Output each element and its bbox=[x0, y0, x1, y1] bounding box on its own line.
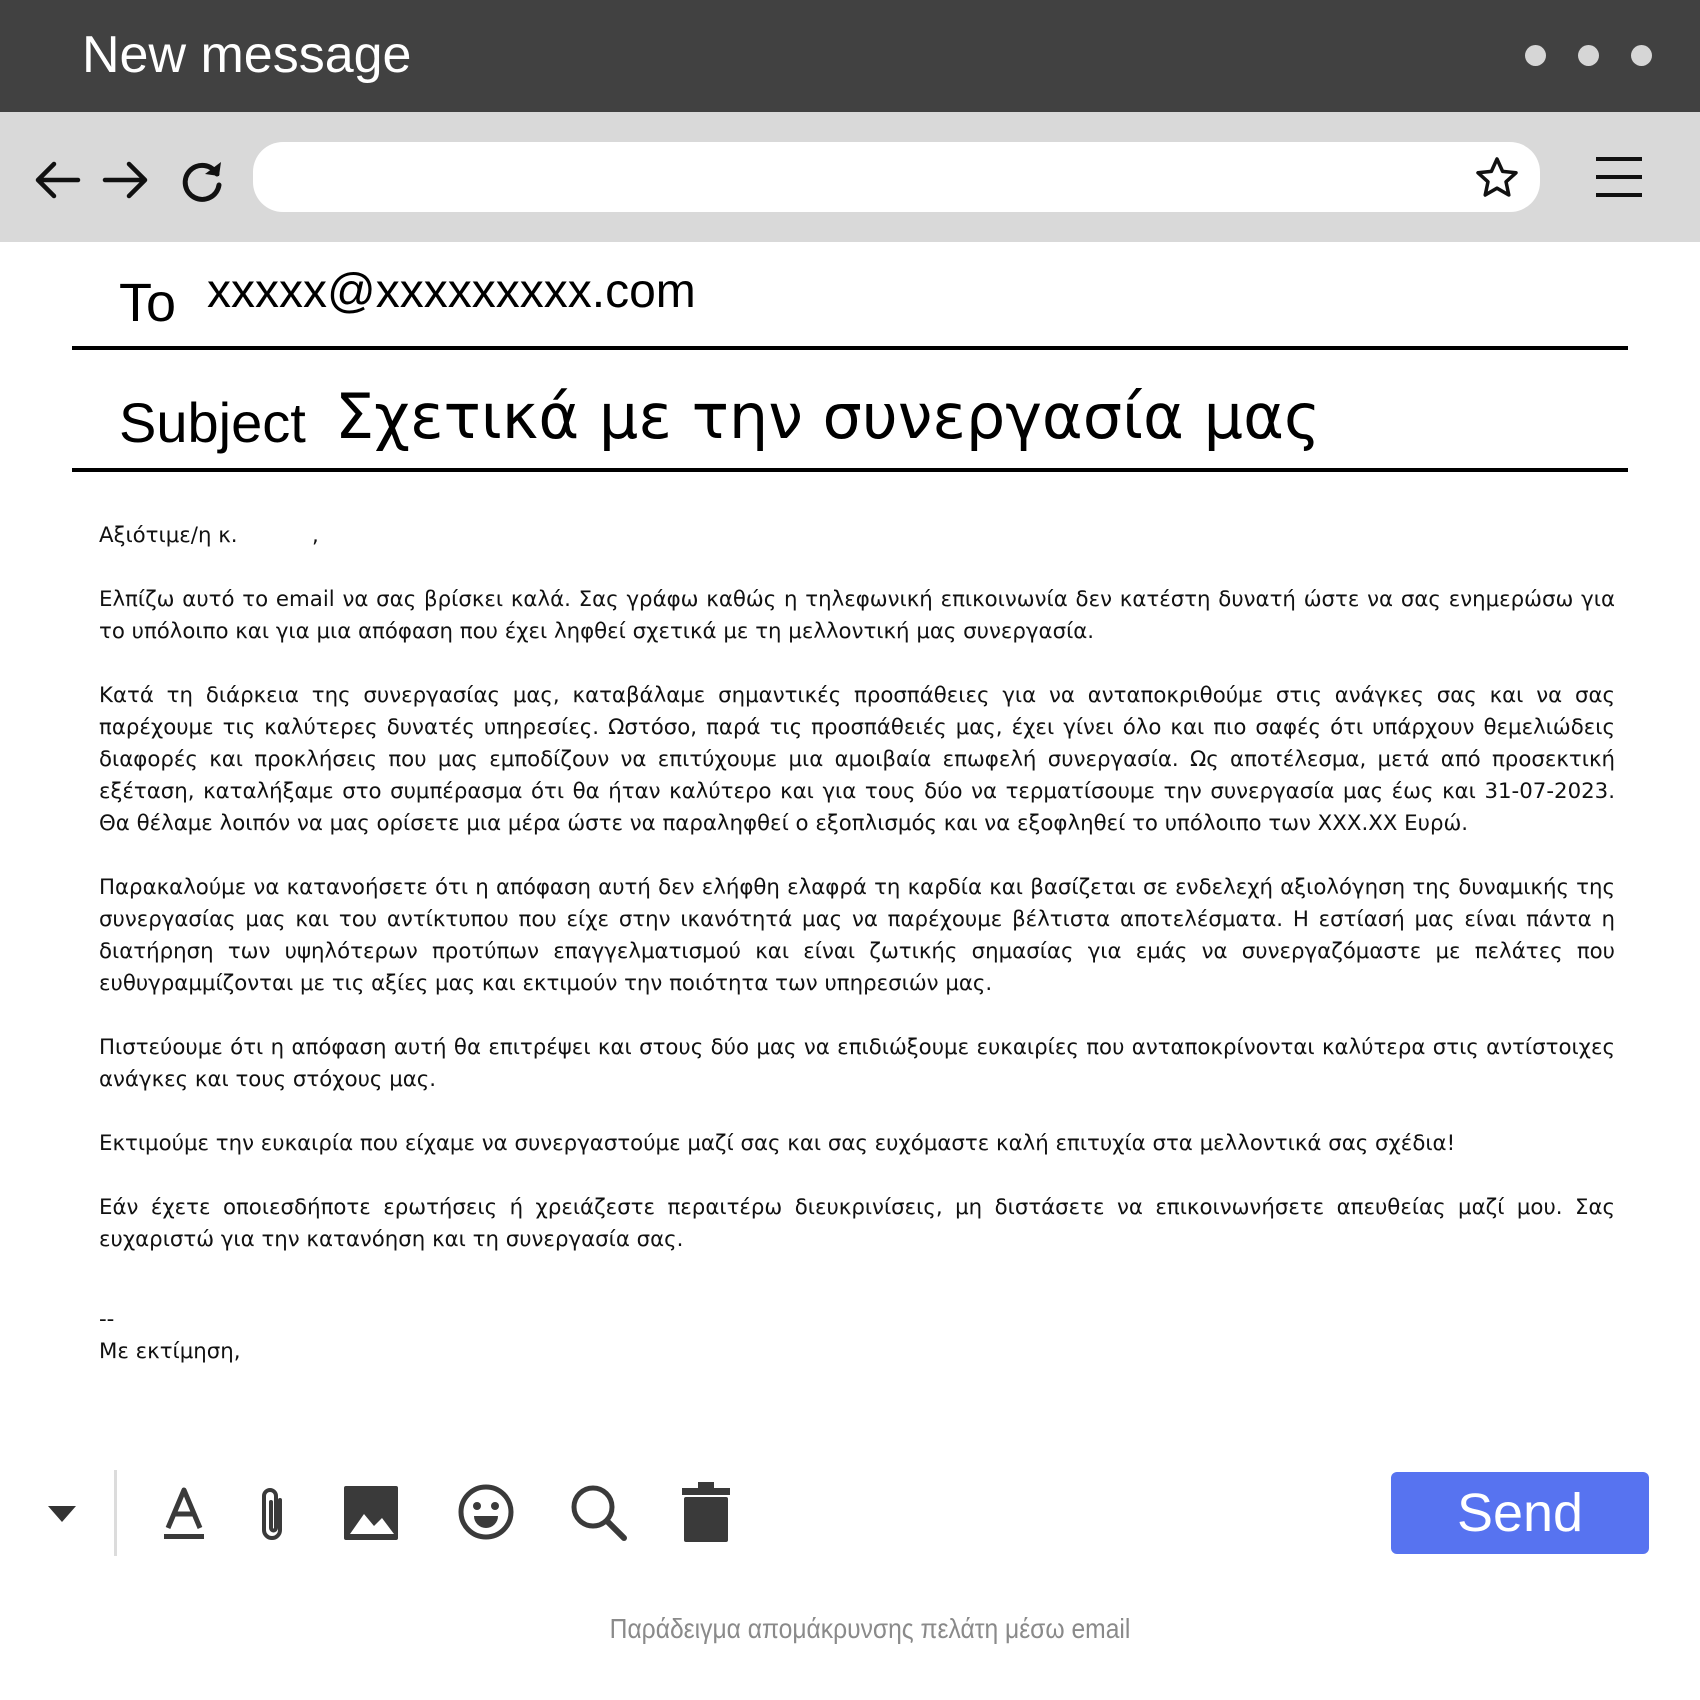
subject-label: Subject bbox=[119, 391, 306, 454]
window-control-dot[interactable] bbox=[1631, 45, 1652, 66]
greeting: Αξιότιμε/η κ. , bbox=[99, 523, 319, 548]
body-paragraph: Παρακαλούμε να κατανοήσετε ότι η απόφαση αυτή δεν ελήφθη ελαφρά τη καρδία και βασίζεται σε ενδελεχή αξιολόγηση της δυναμικής της συνεργασίας μας και του αντίκτυπου που είχε στην ικανότητά μας να παρέχουμε βέλτιστα αποτελέσματα. Η εστίασή μας είναι πάντα η διατήρηση των υψηλότερων προτύπων επαγγελματισμού και είναι ζωτικής σημασίας για εμάς να συνεργαζόμαστε με πελάτες που ευθυγραμμίζονται με τις αξίες μας και εκτιμούν την ποιότητα των υπηρεσιών μας. bbox=[99, 875, 1615, 996]
arrow-right-icon bbox=[97, 152, 153, 208]
trash-icon bbox=[680, 1480, 732, 1544]
image-icon bbox=[342, 1484, 400, 1542]
star-icon bbox=[1474, 155, 1520, 201]
body-paragraph: Κατά τη διάρκεια της συνεργασίας μας, καταβάλαμε σημαντικές προσπάθειες για να ανταποκριθούμε στις ανάγκες σας και να σας παρέχουμε τις καλύτερες δυνατές υπηρεσίες. Ωστόσο, παρά τις προσπάθειές μας, έχει γίνει όλο και πιο σαφές ότι υπάρχουν θεμελιώδεις διαφορές και προκλήσεις που μας εμποδίζουν να επιτύχουμε μια αμοιβαία επωφελή συνεργασία. Ως αποτέλεσμα, μετά από προσεκτική εξέταση, καταλήξαμε στο συμπέρασμα ότι θα ήταν καλύτερο και για τους δύο να τερματίσουμε την συνεργασία μας έως και 31-07-2023. Θα θέλαμε λοιπόν να μας ορίσετε μια μέρα ώστε να παραληφθεί ο εξοπλισμός και να εξοφληθεί το υπόλοιπο των XXX.XX Ευρώ. bbox=[99, 683, 1615, 836]
window-control-dot[interactable] bbox=[1525, 45, 1546, 66]
toolbar-divider bbox=[114, 1470, 117, 1556]
browser-toolbar bbox=[0, 112, 1700, 242]
subject-field[interactable] bbox=[72, 372, 1628, 472]
reload-button[interactable] bbox=[175, 152, 231, 208]
url-input[interactable] bbox=[273, 152, 1417, 204]
bookmark-button[interactable] bbox=[1474, 155, 1520, 201]
window-title: New message bbox=[82, 26, 412, 84]
back-button[interactable] bbox=[30, 152, 86, 208]
more-options-button[interactable] bbox=[44, 1496, 80, 1532]
send-button[interactable]: Send bbox=[1391, 1472, 1649, 1554]
delete-button[interactable] bbox=[680, 1480, 732, 1544]
emoji-button[interactable] bbox=[456, 1482, 516, 1542]
to-field[interactable] bbox=[72, 262, 1628, 350]
signature-separator: -- bbox=[99, 1307, 115, 1332]
message-body[interactable] bbox=[99, 520, 1615, 1368]
menu-button[interactable] bbox=[1594, 154, 1644, 200]
paperclip-icon bbox=[252, 1484, 294, 1548]
search-button[interactable] bbox=[568, 1482, 630, 1544]
forward-button[interactable] bbox=[97, 152, 153, 208]
search-icon bbox=[568, 1482, 630, 1544]
attach-button[interactable] bbox=[252, 1484, 294, 1548]
address-bar bbox=[253, 142, 1540, 212]
signature bbox=[99, 1304, 1615, 1368]
closing: Με εκτίμηση, bbox=[99, 1339, 241, 1364]
arrow-left-icon bbox=[30, 152, 86, 208]
insert-image-button[interactable] bbox=[342, 1484, 400, 1542]
hamburger-menu-icon bbox=[1594, 154, 1644, 200]
body-paragraph: Ελπίζω αυτό το email να σας βρίσκει καλά. Σας γράφω καθώς η τηλεφωνική επικοινωνία δεν κατέστη δυνατή ώστε να σας ενημερώσω για το υπόλοιπο και για μια απόφαση που έχει ληφθεί σχετικά με τη μελλοντική μας συνεργασία. bbox=[99, 587, 1615, 644]
image-caption: Παράδειγμα απομάκρυνσης πελάτη μέσω email bbox=[609, 1613, 1131, 1644]
caret-down-icon bbox=[44, 1496, 80, 1532]
body-paragraph: Εκτιμούμε την ευκαιρία που είχαμε να συνεργαστούμε μαζί σας και σας ευχόμαστε καλή επιτυχία στα μελλοντικά σας σχέδια! bbox=[99, 1131, 1456, 1156]
title-bar bbox=[0, 0, 1700, 112]
window-control-dot[interactable] bbox=[1578, 45, 1599, 66]
body-paragraph: Εάν έχετε οποιεσδήποτε ερωτήσεις ή χρειάζεστε περαιτέρω διευκρινίσεις, μη διστάσετε να επικοινωνήσετε απευθείας μαζί μου. Σας ευχαριστώ για την κατανόηση και τη συνεργασία σας. bbox=[99, 1195, 1615, 1252]
subject-input[interactable]: Σχετικά με την συνεργασία μας bbox=[335, 380, 1321, 453]
text-format-icon bbox=[158, 1484, 210, 1544]
body-paragraph: Πιστεύουμε ότι η απόφαση αυτή θα επιτρέψει και στους δύο μας να επιδιώξουμε ευκαιρίες που ανταποκρίνονται καλύτερα στις αντίστοιχες ανάγκες και τους στόχους μας. bbox=[99, 1035, 1615, 1092]
reload-icon bbox=[175, 152, 231, 208]
to-label: To bbox=[119, 273, 177, 333]
emoji-icon bbox=[456, 1482, 516, 1542]
format-text-button[interactable] bbox=[158, 1484, 210, 1544]
to-input[interactable]: xxxxx@xxxxxxxxx.com bbox=[207, 265, 696, 318]
